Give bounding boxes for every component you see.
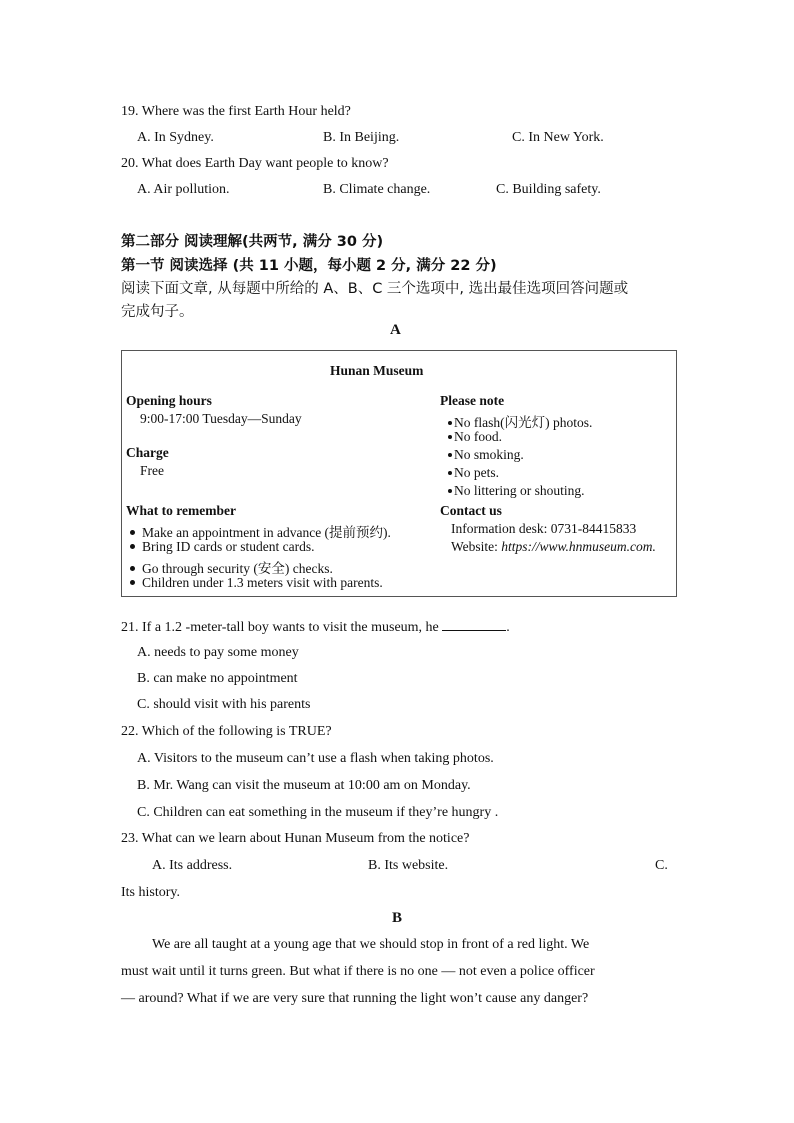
museum-notice: [121, 350, 677, 597]
question-21-option-b: B. can make no appointment: [137, 671, 298, 686]
contact-heading: Contact us: [440, 503, 502, 518]
answer-blank: [442, 618, 506, 631]
remember-item: Make an appointment in advance (提前预约).: [130, 521, 391, 541]
instruction-line-2: 完成句子。: [121, 304, 194, 320]
remember-item: Go through security (安全) checks.: [130, 557, 333, 577]
remember-item: Children under 1.3 meters visit with parents.: [130, 575, 383, 591]
question-22-option-a: A. Visitors to the museum can’t use a flash when taking photos.: [137, 751, 494, 766]
note-item: No pets.: [448, 465, 499, 481]
question-19-option-b: B. In Beijing.: [323, 130, 400, 145]
bullet-icon: [448, 489, 452, 493]
part-title: 第二部分 阅读理解(共两节, 满分 30 分): [121, 234, 384, 250]
question-23-option-c-label: C.: [655, 858, 668, 873]
bullet-icon: [130, 544, 135, 549]
question-20-option-a: A. Air pollution.: [137, 182, 230, 197]
bullet-icon: [448, 453, 452, 457]
passage-b-line: We are all taught at a young age that we should stop in front of a red light. We: [152, 937, 590, 952]
passage-a-label: A: [390, 322, 401, 338]
note-item: No flash(闪光灯) photos.: [448, 411, 592, 431]
question-23-option-c-text: Its history.: [121, 885, 180, 900]
charge-heading: Charge: [126, 445, 169, 460]
passage-b-label: B: [392, 910, 403, 926]
contact-phone: Information desk: 0731-84415833: [451, 521, 637, 536]
bullet-icon: [448, 421, 452, 425]
bullet-icon: [130, 530, 135, 535]
question-19-stem: 19. Where was the first Earth Hour held?: [121, 104, 351, 119]
question-22-option-c: C. Children can eat something in the museum if they’re hungry .: [137, 805, 499, 820]
bullet-icon: [130, 580, 135, 585]
notice-title: Hunan Museum: [330, 363, 424, 378]
opening-hours-value: 9:00-17:00 Tuesday—Sunday: [140, 411, 302, 426]
note-item: No food.: [448, 429, 502, 445]
question-23-option-b: B. Its website.: [368, 858, 449, 873]
instruction-line-1: 阅读下面文章, 从每题中所给的 A、B、C 三个选项中, 选出最佳选项回答问题或: [121, 281, 629, 297]
note-item: No littering or shouting.: [448, 483, 585, 499]
question-23-option-a: A. Its address.: [152, 858, 233, 873]
question-20-stem: 20. What does Earth Day want people to know?: [121, 156, 389, 171]
website-url: https://www.hnmuseum.com.: [501, 539, 656, 554]
question-21-option-a: A. needs to pay some money: [137, 645, 299, 660]
remember-item: Bring ID cards or student cards.: [130, 539, 314, 555]
section-title: 第一节 阅读选择 (共 11 小题，每小题 2 分, 满分 22 分): [121, 258, 497, 274]
opening-hours-heading: Opening hours: [126, 393, 212, 408]
contact-website: Website: https://www.hnmuseum.com.: [451, 539, 656, 554]
question-21-stem: 21. If a 1.2 -meter-tall boy wants to visit the museum, he .: [121, 620, 510, 635]
question-22-option-b: B. Mr. Wang can visit the museum at 10:00 am on Monday.: [137, 778, 471, 793]
remember-heading: What to remember: [126, 503, 236, 518]
bullet-icon: [448, 471, 452, 475]
question-19-option-a: A. In Sydney.: [137, 130, 214, 145]
bullet-icon: [130, 566, 135, 571]
question-19-option-c: C. In New York.: [512, 130, 604, 145]
question-23-stem: 23. What can we learn about Hunan Museum from the notice?: [121, 831, 470, 846]
question-21-option-c: C. should visit with his parents: [137, 697, 311, 712]
bullet-icon: [448, 435, 452, 439]
passage-b-line: — around? What if we are very sure that running the light won’t cause any danger?: [121, 991, 589, 1006]
note-item: No smoking.: [448, 447, 524, 463]
question-20-option-c: C. Building safety.: [496, 182, 601, 197]
passage-b-line: must wait until it turns green. But what if there is no one — not even a police officer: [121, 964, 595, 979]
charge-value: Free: [140, 463, 164, 478]
question-22-stem: 22. Which of the following is TRUE?: [121, 724, 332, 739]
please-note-heading: Please note: [440, 393, 505, 408]
question-20-option-b: B. Climate change.: [323, 182, 431, 197]
